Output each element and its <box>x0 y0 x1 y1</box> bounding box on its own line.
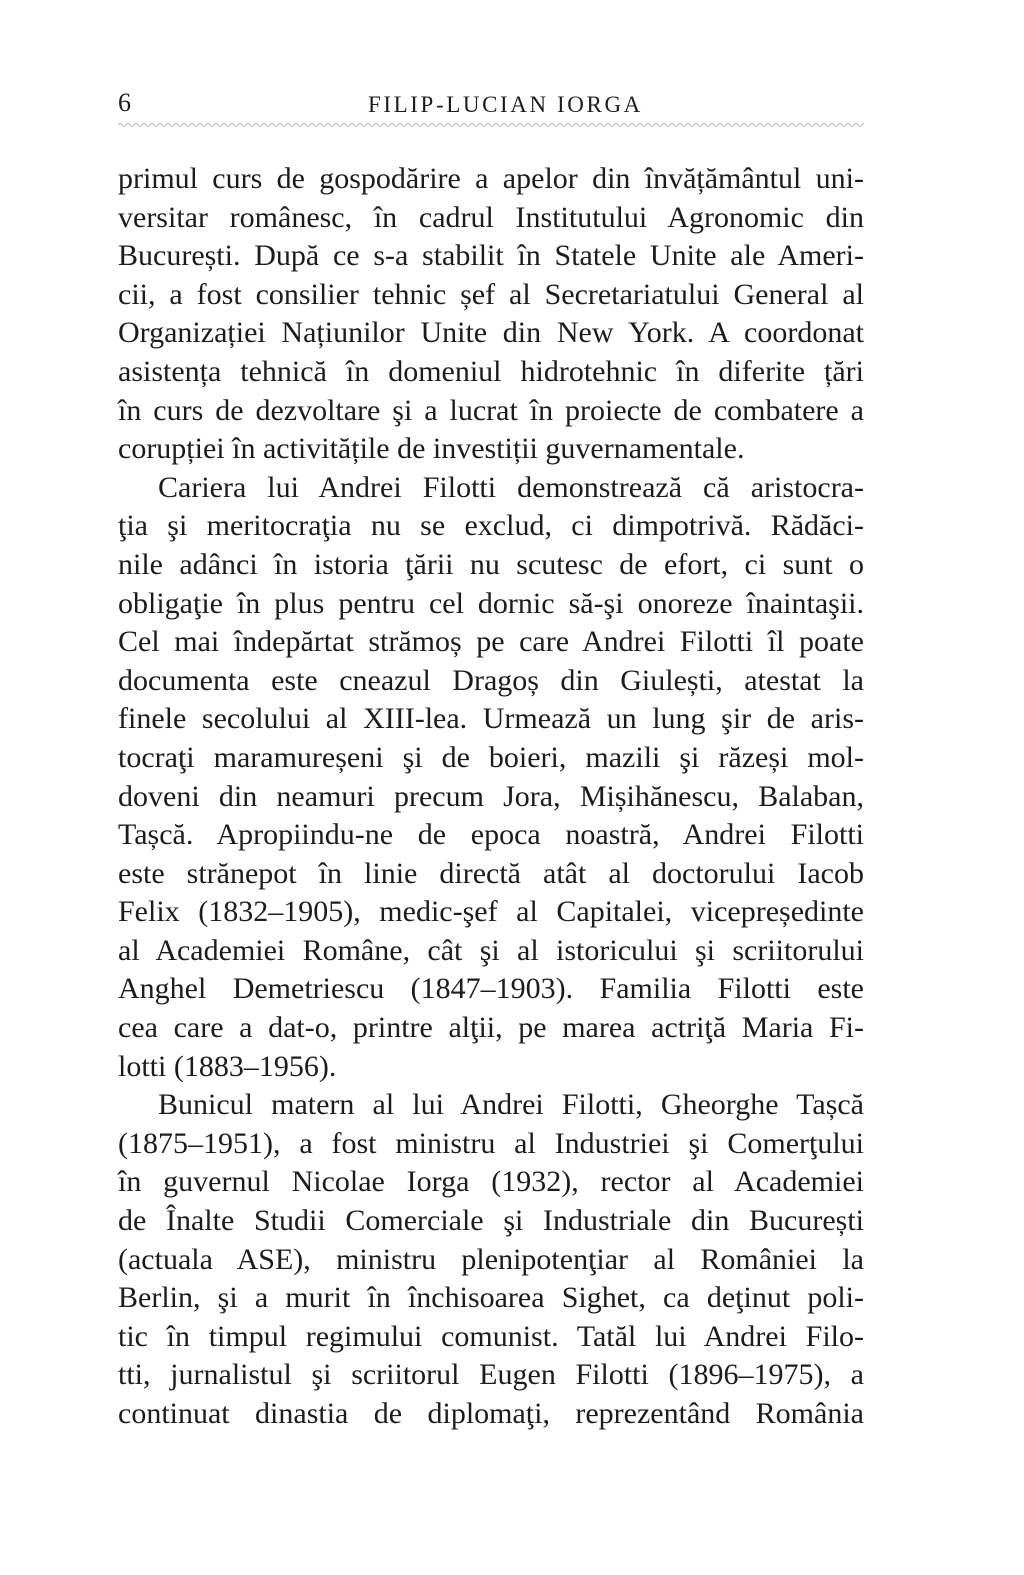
text-line: Tașcă. Apropiindu-ne de epoca noastră, Andrei Filotti <box>118 818 864 852</box>
paragraph-2 <box>118 469 864 1087</box>
text-line: asistența tehnică în domeniul hidrotehnic în diferite țări <box>118 354 864 388</box>
text-line: Berlin, şi a murit în închisoarea Sighet, ca deţinut poli- <box>118 1281 864 1315</box>
text-line: de Înalte Studii Comerciale şi Industriale din București <box>118 1204 864 1238</box>
text-line: doveni din neamuri precum Jora, Mișihănescu, Balaban, <box>118 779 864 813</box>
text-line: tocraţi maramureșeni şi de boieri, mazili şi răzeși mol- <box>118 740 864 774</box>
text-line: continuat dinastia de diplomaţi, reprezentând România <box>118 1397 864 1430</box>
text-line: (1875–1951), a fost ministru al Industriei şi Comerţului <box>118 1126 864 1160</box>
text-line: Organizației Națiunilor Unite din New York. A coordonat <box>118 316 864 350</box>
page-number: 6 <box>118 88 131 117</box>
text-line: este strănepot în linie directă atât al doctorului Iacob <box>118 856 864 890</box>
text-line: tic în timpul regimului comunist. Tatăl lui Andrei Filo- <box>118 1319 864 1353</box>
text-line: în guvernul Nicolae Iorga (1932), rector al Academiei <box>118 1165 864 1199</box>
header-wavy-rule <box>118 121 864 129</box>
text-line: corupției în activitățile de investiții guvernamentale. <box>118 432 745 466</box>
text-line: Anghel Demetriescu (1847–1903). Familia Filotti este <box>118 972 864 1006</box>
paragraph-3 <box>118 1086 864 1433</box>
text-line: documenta este cneazul Dragoș din Giulești, atestat la <box>118 663 864 697</box>
text-line: cii, a fost consilier tehnic șef al Secretariatului General al <box>118 277 864 311</box>
text-line: lotti (1883–1956). <box>118 1049 337 1083</box>
text-line: al Academiei Române, cât şi al istoricului şi scriitorului <box>118 933 864 967</box>
text-line: versitar românesc, în cadrul Institutului Agronomic din <box>118 200 864 234</box>
text-line: Bunicul matern al lui Andrei Filotti, Gheorghe Tașcă <box>158 1088 864 1122</box>
text-line: București. După ce s-a stabilit în Statele Unite ale Ameri- <box>118 239 864 273</box>
text-line: obligaţie în plus pentru cel dornic să-şi onoreze înaintaşii. <box>118 586 864 620</box>
running-head <box>118 86 864 120</box>
text-line: Felix (1832–1905), medic-şef al Capitalei, vicepreședinte <box>118 895 864 929</box>
running-head-author: FILIP-LUCIAN IORGA <box>368 92 643 117</box>
text-line: primul curs de gospodărire a apelor din învățământul uni- <box>118 162 864 195</box>
text-line: finele secolului al XIII-lea. Urmează un lung şir de aris- <box>118 702 864 736</box>
text-line: Cariera lui Andrei Filotti demonstrează că aristocra- <box>158 470 864 504</box>
text-line: nile adânci în istoria ţării nu scutesc de efort, ci sunt o <box>118 547 864 581</box>
text-line: Cel mai îndepărtat strămoș pe care Andrei Filotti îl poate <box>118 625 864 659</box>
body-text <box>118 160 864 1434</box>
text-line: în curs de dezvoltare şi a lucrat în proiecte de combatere a <box>118 393 864 427</box>
text-line: (actuala ASE), ministru plenipotenţiar al României la <box>118 1242 864 1276</box>
text-line: ţia şi meritocraţia nu se exclud, ci dimpotrivă. Rădăci- <box>118 509 864 543</box>
text-line: tti, jurnalistul şi scriitorul Eugen Filotti (1896–1975), a <box>118 1358 864 1392</box>
text-line: cea care a dat-o, printre alţii, pe marea actriţă Maria Fi- <box>118 1011 864 1045</box>
paragraph-1 <box>118 160 864 469</box>
